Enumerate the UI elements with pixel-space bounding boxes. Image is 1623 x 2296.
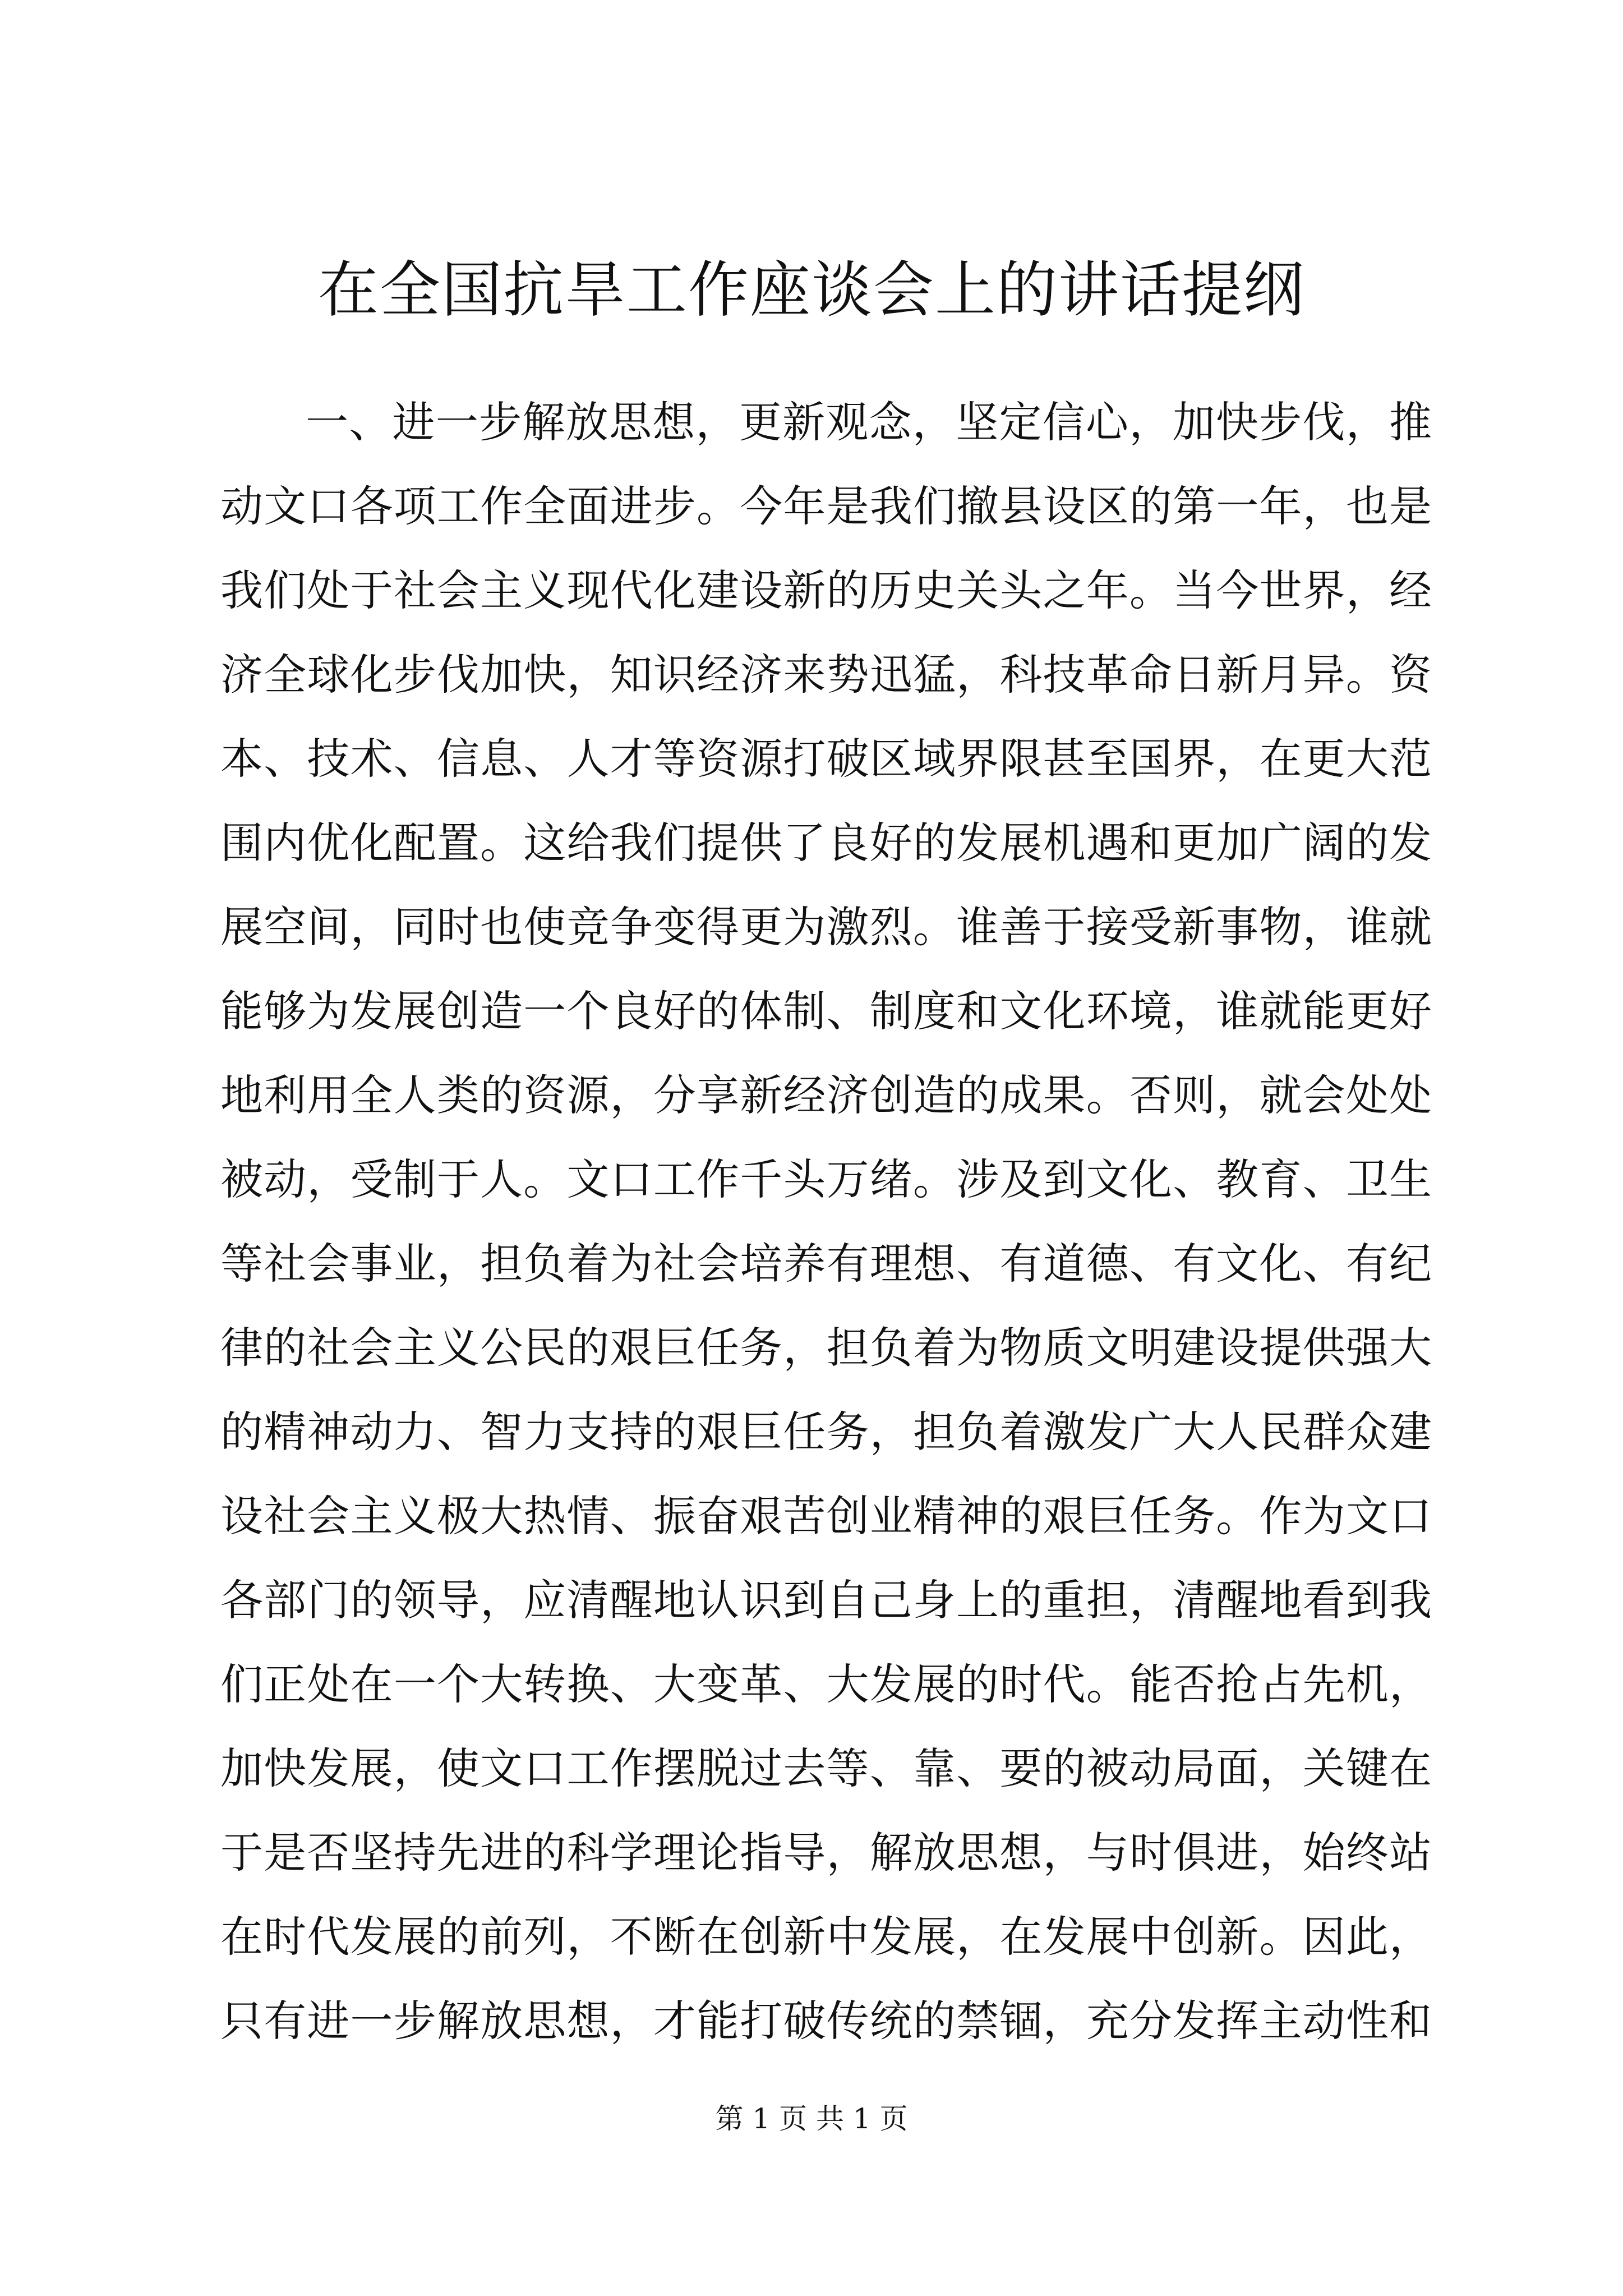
text-line: 各部门的领导，应清醒地认识到自己身上的重担，清醒地看到我 <box>220 1575 1432 1625</box>
text-line: 展空间，同时也使竞争变得更为激烈。谁善于接受新事物，谁就 <box>220 902 1432 952</box>
text-line: 加快发展，使文口工作摆脱过去等、靠、要的被动局面，关键在 <box>220 1743 1432 1793</box>
text-line: 的精神动力、智力支持的艰巨任务，担负着激发广大人民群众建 <box>220 1407 1432 1457</box>
text-line: 只有进一步解放思想，才能打破传统的禁锢，充分发挥主动性和 <box>220 1996 1432 2046</box>
text-line: 设社会主义极大热情、振奋艰苦创业精神的艰巨任务。作为文口 <box>220 1491 1432 1541</box>
text-line: 本、技术、信息、人才等资源打破区域界限甚至国界，在更大范 <box>220 734 1432 784</box>
text-line: 一、进一步解放思想，更新观念，坚定信心，加快步伐，推 <box>306 397 1432 447</box>
body-paragraph <box>220 380 1432 2063</box>
text-line: 地利用全人类的资源，分享新经济创造的成果。否则，就会处处 <box>220 1070 1432 1120</box>
text-line: 被动，受制于人。文口工作千头万绪。涉及到文化、教育、卫生 <box>220 1154 1432 1204</box>
text-line: 我们处于社会主义现代化建设新的历史关头之年。当今世界，经 <box>220 565 1432 615</box>
text-line: 在时代发展的前列，不断在创新中发展，在发展中创新。因此， <box>220 1912 1432 1962</box>
text-line: 动文口各项工作全面进步。今年是我们撤县设区的第一年，也是 <box>220 481 1432 531</box>
text-line: 围内优化配置。这给我们提供了良好的发展机遇和更加广阔的发 <box>220 818 1432 868</box>
text-line: 能够为发展创造一个良好的体制、制度和文化环境，谁就能更好 <box>220 986 1432 1036</box>
page-number: 第 1 页 共 1 页 <box>715 2102 908 2135</box>
text-line: 济全球化步伐加快，知识经济来势迅猛，科技革命日新月异。资 <box>220 650 1432 700</box>
document-title: 在全国抗旱工作座谈会上的讲话提纲 <box>317 255 1305 325</box>
text-line: 们正处在一个大转换、大变革、大发展的时代。能否抢占先机， <box>220 1659 1432 1709</box>
text-line: 等社会事业，担负着为社会培养有理想、有道德、有文化、有纪 <box>220 1239 1432 1289</box>
text-line: 于是否坚持先进的科学理论指导，解放思想，与时俱进，始终站 <box>220 1828 1432 1878</box>
text-line: 律的社会主义公民的艰巨任务，担负着为物质文明建设提供强大 <box>220 1323 1432 1373</box>
